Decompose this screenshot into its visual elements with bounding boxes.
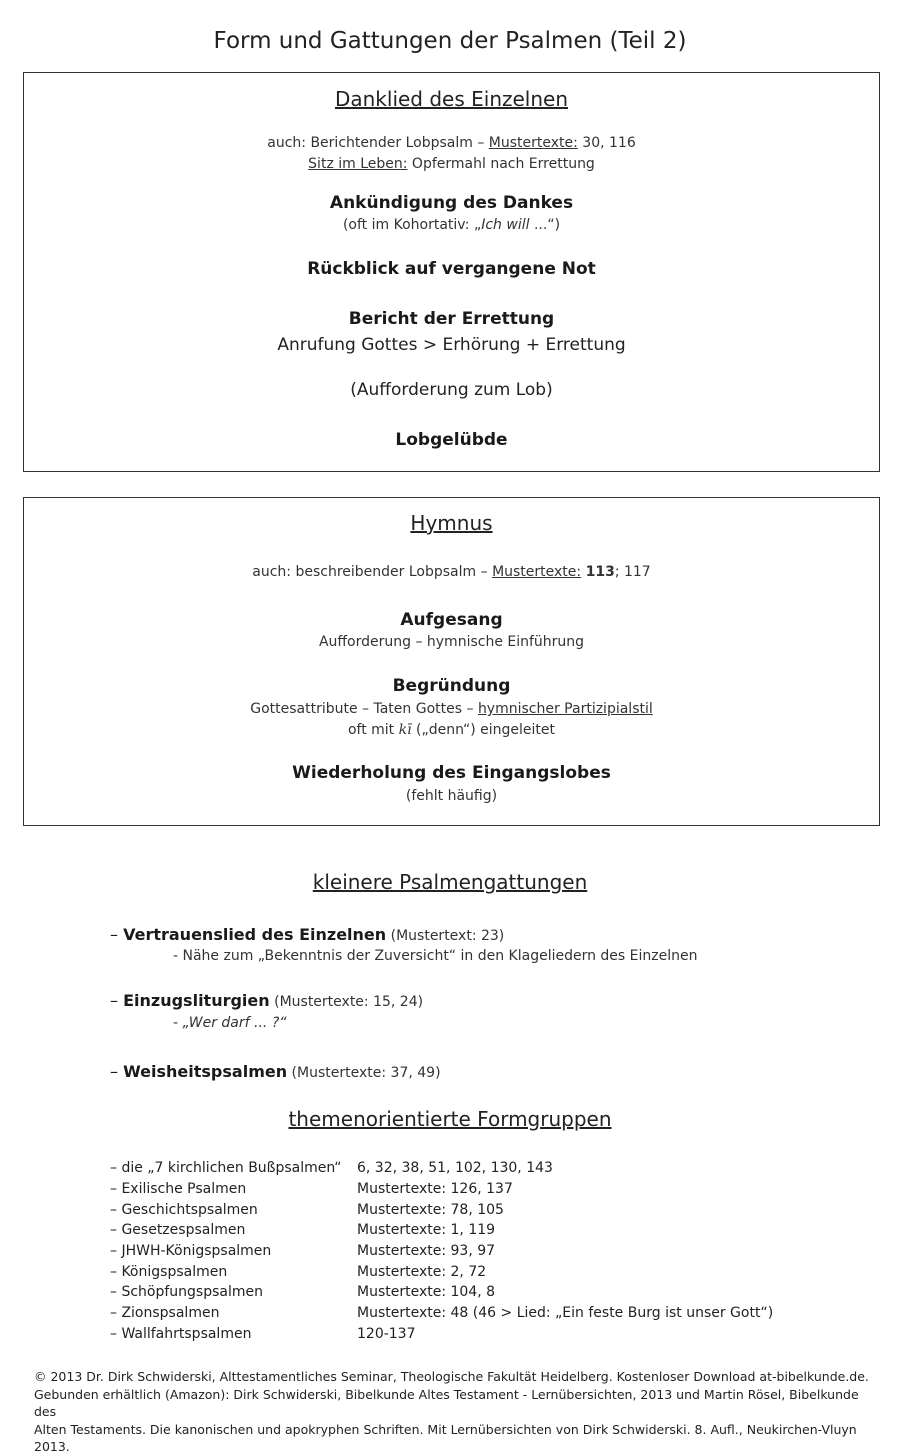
danklied-heading-text: Danklied des Einzelnen — [334, 87, 569, 111]
row-value: 120-137 — [357, 1326, 416, 1342]
list-item-sub: - Nähe zum „Bekenntnis der Zuversicht“ in den Klageliedern des Einzelnen — [173, 948, 698, 964]
hymnus-section-title: Begründung — [392, 676, 511, 696]
danklied-sitz-value: Opfermahl nach Errettung — [407, 156, 595, 172]
row-value: 6, 32, 38, 51, 102, 130, 143 — [357, 1160, 553, 1176]
list-item — [110, 925, 504, 944]
row-key: – Geschichtspsalmen — [110, 1202, 258, 1218]
list-sub-italic: „Wer darf ... ?“ — [182, 1015, 287, 1031]
table-row — [110, 1181, 810, 1201]
row-key: – Exilische Psalmen — [110, 1181, 247, 1197]
table-row — [110, 1222, 810, 1242]
table-row — [110, 1243, 810, 1263]
row-key: – JHWH-Königspsalmen — [110, 1243, 272, 1259]
danklied-section-text: (Aufforderung zum Lob) — [350, 380, 553, 400]
kleinere-heading-text: kleinere Psalmengattungen — [312, 870, 588, 894]
table-row — [110, 1160, 810, 1180]
hymnus-section-text: Aufforderung – hymnische Einführung — [318, 634, 585, 650]
list-item-tail: (Mustertexte: 37, 49) — [287, 1065, 441, 1081]
list-item — [110, 991, 423, 1010]
danklied-mustertexte-values: 30, 116 — [577, 135, 636, 151]
page-title: Form und Gattungen der Psalmen (Teil 2) — [213, 28, 687, 54]
hymnus-section-text — [24, 722, 879, 738]
list-item-sub — [173, 1015, 287, 1031]
table-row — [110, 1284, 810, 1304]
row-value: Mustertexte: 1, 119 — [357, 1222, 496, 1238]
list-item-name: Weisheitspsalmen — [123, 1062, 288, 1081]
hymnus-partizipialstil: hymnischer Partizipialstil — [477, 701, 653, 717]
danklied-sitz-label: Sitz im Leben: — [308, 156, 408, 172]
danklied-section-title: Ankündigung des Dankes — [329, 193, 574, 213]
danklied-heading — [24, 87, 879, 111]
themen-heading — [0, 1107, 900, 1131]
themen-heading-text: themenorientierte Formgruppen — [288, 1107, 612, 1131]
row-key: – Wallfahrtspsalmen — [110, 1326, 252, 1342]
hymnus-mustertexte-bold: 113 — [585, 564, 615, 580]
row-value: Mustertexte: 104, 8 — [357, 1284, 496, 1300]
list-sub-pre: - — [173, 1015, 183, 1031]
row-key: – die „7 kirchlichen Bußpsalmen“ — [110, 1160, 342, 1176]
list-dash: – — [110, 925, 124, 944]
list-item-name: Vertrauenslied des Einzelnen — [123, 925, 387, 944]
list-dash: – — [110, 991, 124, 1010]
danklied-section-text: Anrufung Gottes > Erhörung + Errettung — [277, 335, 626, 355]
danklied-note-italic: Ich will — [481, 217, 530, 233]
danklied-box — [23, 72, 880, 472]
danklied-section-title: Lobgelübde — [395, 430, 508, 450]
hymnus-mustertexte-label: Mustertexte: — [492, 564, 582, 580]
row-value: Mustertexte: 93, 97 — [357, 1243, 496, 1259]
list-item — [110, 1062, 441, 1081]
danklied-section-note — [24, 217, 879, 233]
hymnus-info-line — [24, 564, 879, 580]
list-item-name: Einzugsliturgien — [123, 991, 270, 1010]
table-row — [110, 1326, 810, 1346]
row-key: – Zionspsalmen — [110, 1305, 220, 1321]
row-key: – Königspsalmen — [110, 1264, 228, 1280]
hymnus-ki-italic: kī — [398, 722, 412, 738]
hymnus-box — [23, 497, 880, 826]
hymnus-ki-post: („denn“) eingeleitet — [411, 722, 556, 738]
footer — [34, 1368, 884, 1456]
footer-line: Gebunden erhältlich (Amazon): Dirk Schwiderski, Bibelkunde Altes Testament - Lernübersichten, 2013 und Martin Rösel, Bibelkunde des — [34, 1386, 859, 1419]
hymnus-section-note: (fehlt häufig) — [405, 788, 498, 804]
danklied-section-title: Bericht der Errettung — [348, 309, 555, 329]
hymnus-ki-pre: oft mit — [347, 722, 399, 738]
hymnus-section-title: Wiederholung des Eingangslobes — [292, 763, 611, 783]
row-key: – Gesetzespsalmen — [110, 1222, 246, 1238]
hymnus-mustertexte-rest: ; 117 — [614, 564, 651, 580]
row-value: Mustertexte: 78, 105 — [357, 1202, 504, 1218]
danklied-section-title: Rückblick auf vergangene Not — [307, 259, 596, 279]
list-dash: – — [110, 1062, 124, 1081]
hymnus-heading — [24, 511, 879, 535]
danklied-sitz-line — [24, 156, 879, 172]
list-item-tail: (Mustertext: 23) — [386, 928, 505, 944]
danklied-info-prefix: auch: Berichtender Lobpsalm – — [267, 135, 489, 151]
hymnus-info-prefix: auch: beschreibender Lobpsalm – — [252, 564, 493, 580]
footer-line: Alten Testaments. Die kanonischen und apokryphen Schriften. Mit Lernübersichten von Dirk Schwiderski. 8. Aufl., Neukirchen-Vluyn 2013. — [34, 1421, 857, 1454]
row-value: Mustertexte: 48 (46 > Lied: „Ein feste Burg ist unser Gott“) — [357, 1305, 774, 1321]
danklied-note-pre: (oft im Kohortativ: „ — [342, 217, 482, 233]
danklied-mustertexte-label: Mustertexte: — [488, 135, 578, 151]
row-value: Mustertexte: 126, 137 — [357, 1181, 513, 1197]
hymnus-section-title: Aufgesang — [400, 610, 503, 630]
danklied-info-line — [24, 135, 879, 151]
table-row — [110, 1264, 810, 1284]
footer-line: © 2013 Dr. Dirk Schwiderski, Alttestamentliches Seminar, Theologische Fakultät Heidelberg. Kostenloser Download at-bibelkunde.de. — [34, 1369, 869, 1384]
hymnus-section-text — [24, 701, 879, 717]
row-value: Mustertexte: 2, 72 — [357, 1264, 487, 1280]
list-item-tail: (Mustertexte: 15, 24) — [269, 994, 424, 1010]
danklied-note-post: ...“) — [529, 217, 561, 233]
table-row — [110, 1202, 810, 1222]
kleinere-heading — [0, 870, 900, 894]
table-row — [110, 1305, 810, 1325]
hymnus-heading-text: Hymnus — [410, 511, 493, 535]
row-key: – Schöpfungspsalmen — [110, 1284, 263, 1300]
hymnus-begruendung-pre: Gottesattribute – Taten Gottes – — [250, 701, 478, 717]
